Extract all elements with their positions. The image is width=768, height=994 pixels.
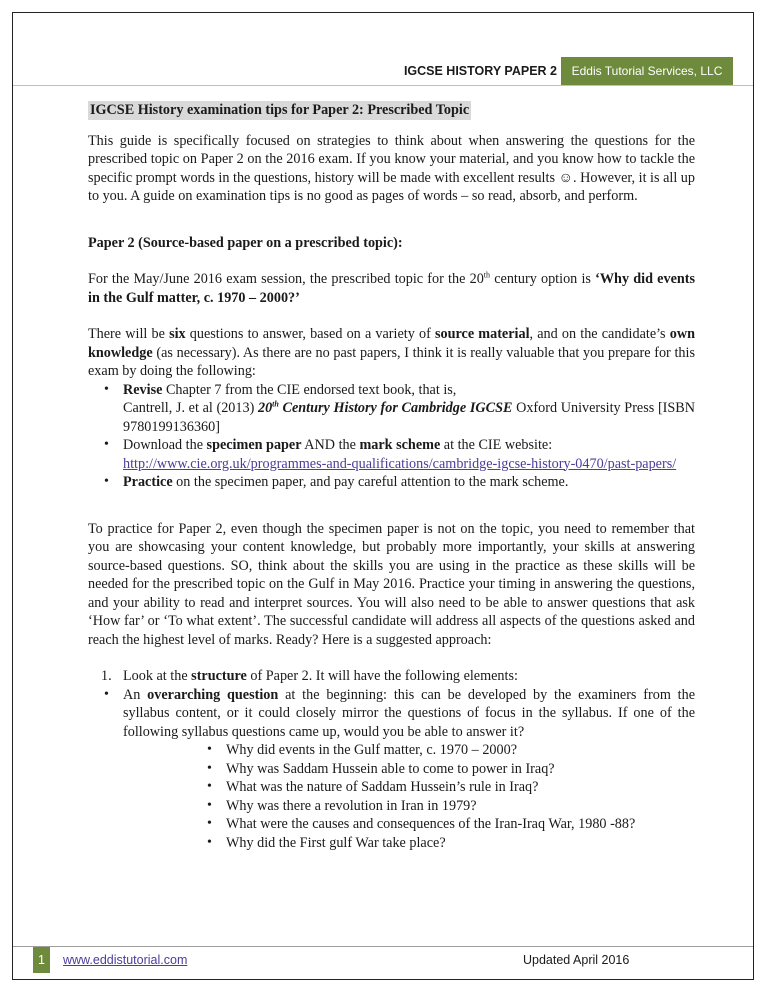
syllabus-question: • Why did events in the Gulf matter, c. 1970 – 2000? [88, 741, 695, 760]
footer-updated-date: Updated April 2016 [523, 953, 630, 967]
list-item-revise: • Revise Chapter 7 from the CIE endorsed text book, that is, Cantrell, J. et al (2013) 20th Century History for Cambridge IGCSE Oxford University Press [ISBN 9780199136360] [88, 381, 695, 437]
syllabus-questions-list [88, 741, 695, 852]
page-number-badge: 1 [33, 947, 50, 973]
textbook-citation: Cantrell, J. et al (2013) 20th Century History for Cambridge IGCSE Oxford University Press [ISBN 9780199136360] [123, 399, 695, 435]
questions-paragraph: There will be six questions to answer, based on a variety of source material, and on the candidate’s own knowledge (as necessary). As there are no past papers, I think it is really valuable that you prepare for this exam by doing the following: [88, 326, 695, 379]
structure-list [88, 667, 695, 741]
prescribed-topic-paragraph: For the May/June 2016 exam session, the prescribed topic for the 20th century option is ‘Why did events in the Gulf matter, c. 1970 – 2000?’ [88, 270, 696, 306]
page-header [13, 57, 753, 86]
header-company-badge: Eddis Tutorial Services, LLC [561, 57, 733, 85]
list-item-structure: 1. Look at the structure of Paper 2. It will have the following elements: [101, 668, 518, 684]
syllabus-question: • Why did the First gulf War take place? [88, 834, 695, 853]
syllabus-question: • What were the causes and consequences of the Iran-Iraq War, 1980 -88? [88, 815, 695, 834]
document-body [88, 101, 695, 852]
syllabus-question: • Why was Saddam Hussein able to come to power in Iraq? [88, 760, 695, 779]
list-item-practice: • Practice on the specimen paper, and pay careful attention to the mark scheme. [88, 473, 695, 492]
practice-paragraph: To practice for Paper 2, even though the specimen paper is not on the topic, you need to remember that you are showcasing your content knowledge, but probably more importantly, your skills at answering source-based questions. SO, think about the skills you are using in the practice as these skills will be needed for the prescribed topic on the Gulf in May 2016. Practice your timing in answering the questions, and your ability to read and interpret sources. You will also need to be able to answer questions that ask ‘How far’ or ‘To what extent’. The successful candidate will address all aspects of the questions asked and reach the highest level of marks. Ready? Here is a suggested approach: [88, 520, 695, 648]
header-title: IGCSE HISTORY PAPER 2 [403, 64, 557, 78]
page-footer [13, 946, 753, 973]
list-item-download: • Download the specimen paper AND the mark scheme at the CIE website: http://www.cie.org.uk/programmes-and-qualifications/cambridge-igcse-history-0470/past-papers/ [88, 436, 695, 473]
document-page [12, 12, 754, 980]
syllabus-question: • What was the nature of Saddam Hussein’s rule in Iraq? [88, 778, 695, 797]
preparation-list [88, 381, 695, 492]
document-heading: IGCSE History examination tips for Paper 2: Prescribed Topic [90, 102, 470, 118]
prescribed-topic-question: ‘Why did events in the Gulf matter, c. 1970 – 2000?’ [88, 271, 696, 306]
intro-paragraph: This guide is specifically focused on strategies to think about when answering the questions for the prescribed topic on Paper 2 on the 2016 exam. If you know your material, and you know how to tackle the specific prompt words in the questions, history will be made with excellent results ☺. However, it is all up to you. A guide on examination tips is no good as pages of words – so read, absorb, and perform. [88, 132, 695, 204]
cie-past-papers-link[interactable]: http://www.cie.org.uk/programmes-and-qualifications/cambridge-igcse-history-0470/past-papers/ [123, 455, 677, 472]
section-title: Paper 2 (Source-based paper on a prescribed topic): [88, 234, 403, 251]
syllabus-question: • Why was there a revolution in Iran in 1979? [88, 797, 695, 816]
list-item-overarching-question: • An overarching question at the beginning: this can be developed by the examiners from the syllabus content, or it could closely mirror the questions of focus in the syllabus. If one of the following syllabus questions came up, would you be able to answer it? [88, 686, 695, 742]
footer-website-link[interactable]: www.eddistutorial.com [63, 953, 188, 967]
